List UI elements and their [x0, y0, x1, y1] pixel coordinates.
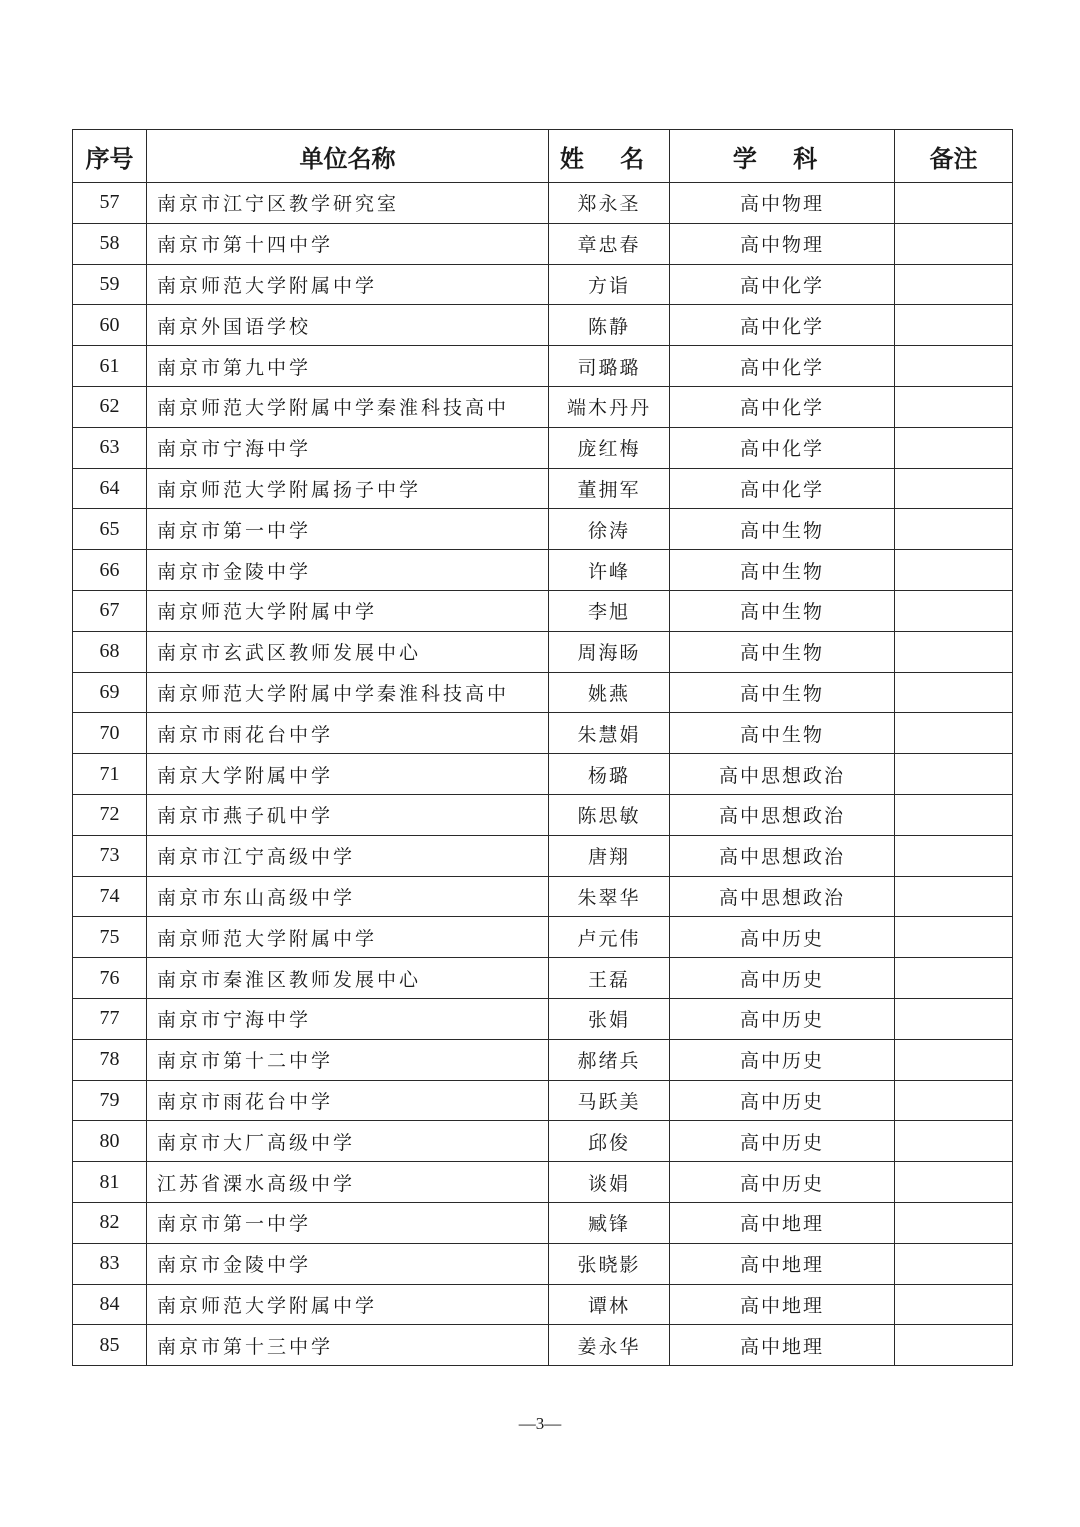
- row-person-name: 郑永圣: [549, 183, 670, 224]
- row-person-name: 陈思敏: [549, 794, 670, 835]
- table-row: [73, 223, 1013, 264]
- row-person-name: 端木丹丹: [549, 386, 670, 427]
- page-number: —3—: [518, 1414, 562, 1433]
- row-person-name: 董拥军: [549, 468, 670, 509]
- row-subject: 高中化学: [670, 386, 895, 427]
- table-row: [73, 631, 1013, 672]
- row-subject: 高中思想政治: [670, 754, 895, 795]
- row-person-name: 卢元伟: [549, 917, 670, 958]
- row-serial-number: 76: [73, 958, 147, 999]
- row-unit-name: 南京市第一中学: [147, 1202, 549, 1243]
- row-serial-number: 78: [73, 1039, 147, 1080]
- row-serial-number: 69: [73, 672, 147, 713]
- table-row: [73, 183, 1013, 224]
- row-unit-name: 南京师范大学附属中学: [147, 917, 549, 958]
- row-subject: 高中地理: [670, 1284, 895, 1325]
- row-serial-number: 66: [73, 550, 147, 591]
- row-unit-name: 南京市江宁区教学研究室: [147, 183, 549, 224]
- row-remark: [895, 876, 1013, 917]
- table-row: [73, 713, 1013, 754]
- header-unit-name: 单位名称: [147, 130, 549, 183]
- row-subject: 高中生物: [670, 713, 895, 754]
- row-subject: 高中物理: [670, 183, 895, 224]
- row-subject: 高中思想政治: [670, 794, 895, 835]
- table-row: [73, 754, 1013, 795]
- header-subject: 学 科: [670, 130, 895, 183]
- row-serial-number: 67: [73, 590, 147, 631]
- row-subject: 高中生物: [670, 590, 895, 631]
- row-person-name: 王磊: [549, 958, 670, 999]
- row-remark: [895, 305, 1013, 346]
- row-person-name: 陈静: [549, 305, 670, 346]
- table-row: [73, 509, 1013, 550]
- row-person-name: 谭林: [549, 1284, 670, 1325]
- row-serial-number: 74: [73, 876, 147, 917]
- row-subject: 高中地理: [670, 1202, 895, 1243]
- roster-sheet: [72, 129, 1012, 1366]
- row-unit-name: 南京市第十三中学: [147, 1325, 549, 1366]
- row-remark: [895, 1284, 1013, 1325]
- row-unit-name: 南京市雨花台中学: [147, 1080, 549, 1121]
- row-remark: [895, 631, 1013, 672]
- row-subject: 高中化学: [670, 468, 895, 509]
- row-remark: [895, 917, 1013, 958]
- table-header-row: [73, 130, 1013, 183]
- row-subject: 高中历史: [670, 1121, 895, 1162]
- row-unit-name: 南京市第十四中学: [147, 223, 549, 264]
- row-unit-name: 南京市第一中学: [147, 509, 549, 550]
- row-unit-name: 南京市第九中学: [147, 346, 549, 387]
- table-row: [73, 917, 1013, 958]
- row-subject: 高中生物: [670, 509, 895, 550]
- row-remark: [895, 672, 1013, 713]
- row-remark: [895, 835, 1013, 876]
- row-unit-name: 南京市宁海中学: [147, 998, 549, 1039]
- row-unit-name: 江苏省溧水高级中学: [147, 1162, 549, 1203]
- row-remark: [895, 590, 1013, 631]
- row-serial-number: 72: [73, 794, 147, 835]
- row-subject: 高中化学: [670, 427, 895, 468]
- table-row: [73, 550, 1013, 591]
- row-remark: [895, 1243, 1013, 1284]
- row-subject: 高中生物: [670, 672, 895, 713]
- row-serial-number: 80: [73, 1121, 147, 1162]
- row-unit-name: 南京师范大学附属扬子中学: [147, 468, 549, 509]
- row-person-name: 许峰: [549, 550, 670, 591]
- row-person-name: 庞红梅: [549, 427, 670, 468]
- row-serial-number: 77: [73, 998, 147, 1039]
- row-unit-name: 南京市金陵中学: [147, 1243, 549, 1284]
- row-serial-number: 83: [73, 1243, 147, 1284]
- row-remark: [895, 1325, 1013, 1366]
- roster-table: [72, 129, 1013, 1366]
- row-subject: 高中化学: [670, 305, 895, 346]
- table-row: [73, 1202, 1013, 1243]
- row-serial-number: 58: [73, 223, 147, 264]
- row-person-name: 章忠春: [549, 223, 670, 264]
- row-unit-name: 南京市第十二中学: [147, 1039, 549, 1080]
- table-row: [73, 1284, 1013, 1325]
- row-person-name: 张娟: [549, 998, 670, 1039]
- row-subject: 高中化学: [670, 264, 895, 305]
- row-unit-name: 南京大学附属中学: [147, 754, 549, 795]
- row-remark: [895, 1039, 1013, 1080]
- table-row: [73, 958, 1013, 999]
- table-row: [73, 835, 1013, 876]
- row-person-name: 臧锋: [549, 1202, 670, 1243]
- row-unit-name: 南京师范大学附属中学: [147, 264, 549, 305]
- roster-body: [73, 183, 1013, 1366]
- table-row: [73, 672, 1013, 713]
- header-serial-number: 序号: [73, 130, 147, 183]
- row-subject: 高中历史: [670, 998, 895, 1039]
- row-remark: [895, 1080, 1013, 1121]
- table-row: [73, 1039, 1013, 1080]
- row-unit-name: 南京市雨花台中学: [147, 713, 549, 754]
- row-subject: 高中生物: [670, 631, 895, 672]
- table-row: [73, 264, 1013, 305]
- row-person-name: 朱翠华: [549, 876, 670, 917]
- row-person-name: 李旭: [549, 590, 670, 631]
- table-row: [73, 1162, 1013, 1203]
- row-unit-name: 南京市大厂高级中学: [147, 1121, 549, 1162]
- row-person-name: 郝绪兵: [549, 1039, 670, 1080]
- row-person-name: 唐翔: [549, 835, 670, 876]
- row-serial-number: 65: [73, 509, 147, 550]
- row-person-name: 朱慧娟: [549, 713, 670, 754]
- row-subject: 高中化学: [670, 346, 895, 387]
- table-row: [73, 1243, 1013, 1284]
- table-row: [73, 1121, 1013, 1162]
- row-remark: [895, 509, 1013, 550]
- row-person-name: 邱俊: [549, 1121, 670, 1162]
- row-serial-number: 84: [73, 1284, 147, 1325]
- row-subject: 高中历史: [670, 958, 895, 999]
- row-serial-number: 59: [73, 264, 147, 305]
- row-remark: [895, 386, 1013, 427]
- row-unit-name: 南京市金陵中学: [147, 550, 549, 591]
- row-serial-number: 70: [73, 713, 147, 754]
- row-person-name: 徐涛: [549, 509, 670, 550]
- row-serial-number: 82: [73, 1202, 147, 1243]
- table-row: [73, 386, 1013, 427]
- table-row: [73, 1080, 1013, 1121]
- row-serial-number: 61: [73, 346, 147, 387]
- row-unit-name: 南京市江宁高级中学: [147, 835, 549, 876]
- row-subject: 高中物理: [670, 223, 895, 264]
- row-serial-number: 62: [73, 386, 147, 427]
- row-person-name: 周海旸: [549, 631, 670, 672]
- row-serial-number: 73: [73, 835, 147, 876]
- row-remark: [895, 468, 1013, 509]
- row-remark: [895, 264, 1013, 305]
- row-subject: 高中地理: [670, 1325, 895, 1366]
- row-subject: 高中地理: [670, 1243, 895, 1284]
- row-remark: [895, 794, 1013, 835]
- row-unit-name: 南京市东山高级中学: [147, 876, 549, 917]
- table-row: [73, 998, 1013, 1039]
- row-subject: 高中思想政治: [670, 876, 895, 917]
- header-remark: 备注: [895, 130, 1013, 183]
- row-remark: [895, 713, 1013, 754]
- row-serial-number: 75: [73, 917, 147, 958]
- row-unit-name: 南京市玄武区教师发展中心: [147, 631, 549, 672]
- row-unit-name: 南京师范大学附属中学: [147, 590, 549, 631]
- row-unit-name: 南京师范大学附属中学: [147, 1284, 549, 1325]
- table-row: [73, 1325, 1013, 1366]
- row-subject: 高中历史: [670, 1162, 895, 1203]
- row-serial-number: 64: [73, 468, 147, 509]
- table-row: [73, 305, 1013, 346]
- row-unit-name: 南京师范大学附属中学秦淮科技高中: [147, 386, 549, 427]
- table-row: [73, 794, 1013, 835]
- row-serial-number: 57: [73, 183, 147, 224]
- row-person-name: 方诣: [549, 264, 670, 305]
- row-unit-name: 南京师范大学附属中学秦淮科技高中: [147, 672, 549, 713]
- row-serial-number: 63: [73, 427, 147, 468]
- row-serial-number: 60: [73, 305, 147, 346]
- table-row: [73, 427, 1013, 468]
- row-unit-name: 南京市燕子矶中学: [147, 794, 549, 835]
- row-subject: 高中历史: [670, 917, 895, 958]
- row-subject: 高中思想政治: [670, 835, 895, 876]
- row-remark: [895, 427, 1013, 468]
- row-serial-number: 68: [73, 631, 147, 672]
- table-row: [73, 876, 1013, 917]
- row-person-name: 张晓影: [549, 1243, 670, 1284]
- row-remark: [895, 550, 1013, 591]
- row-person-name: 谈娟: [549, 1162, 670, 1203]
- row-subject: 高中生物: [670, 550, 895, 591]
- table-row: [73, 346, 1013, 387]
- header-person-name: 姓 名: [549, 130, 670, 183]
- row-person-name: 姜永华: [549, 1325, 670, 1366]
- row-person-name: 姚燕: [549, 672, 670, 713]
- row-subject: 高中历史: [670, 1039, 895, 1080]
- row-subject: 高中历史: [670, 1080, 895, 1121]
- row-remark: [895, 1202, 1013, 1243]
- row-remark: [895, 183, 1013, 224]
- row-person-name: 司璐璐: [549, 346, 670, 387]
- row-remark: [895, 998, 1013, 1039]
- row-remark: [895, 1121, 1013, 1162]
- row-unit-name: 南京市宁海中学: [147, 427, 549, 468]
- table-row: [73, 468, 1013, 509]
- row-person-name: 杨璐: [549, 754, 670, 795]
- row-remark: [895, 1162, 1013, 1203]
- row-remark: [895, 958, 1013, 999]
- row-serial-number: 71: [73, 754, 147, 795]
- row-serial-number: 79: [73, 1080, 147, 1121]
- row-unit-name: 南京市秦淮区教师发展中心: [147, 958, 549, 999]
- row-remark: [895, 754, 1013, 795]
- row-serial-number: 85: [73, 1325, 147, 1366]
- table-row: [73, 590, 1013, 631]
- row-remark: [895, 346, 1013, 387]
- row-serial-number: 81: [73, 1162, 147, 1203]
- row-remark: [895, 223, 1013, 264]
- row-unit-name: 南京外国语学校: [147, 305, 549, 346]
- row-person-name: 马跃美: [549, 1080, 670, 1121]
